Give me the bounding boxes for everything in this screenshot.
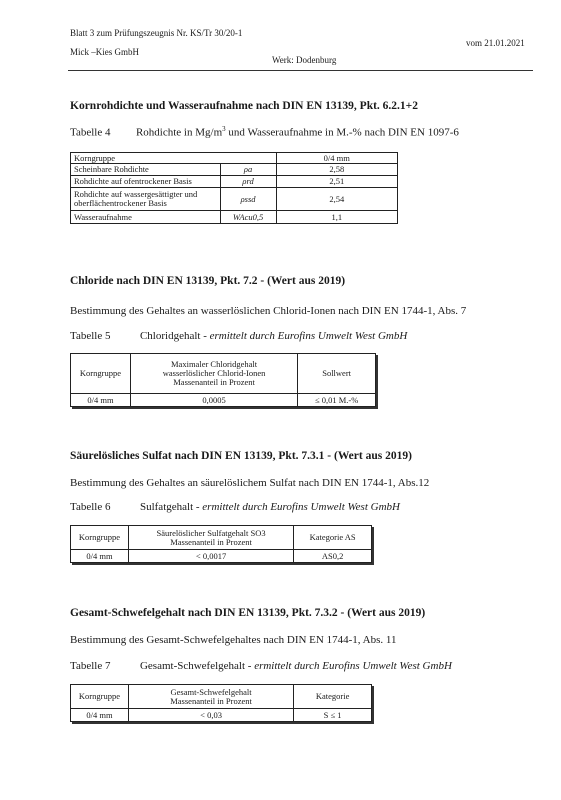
table7-cell-value: < 0,03 bbox=[128, 709, 293, 722]
table4-caption-a: Rohdichte in Mg/m bbox=[135, 126, 223, 139]
table7-label: Tabelle 7 bbox=[70, 660, 111, 672]
table4-row-label: Scheinbare Rohdichte bbox=[71, 164, 221, 176]
table4-row-value: 1,1 bbox=[276, 211, 397, 224]
header-company: Mick –Kies GmbH bbox=[70, 47, 139, 57]
table5-cell-value: 0,0005 bbox=[130, 394, 297, 407]
section-text-schwefel: Bestimmung des Gesamt-Schwefelgehaltes nach DIN EN 1744-1, Abs. 11 bbox=[70, 634, 397, 646]
header-title: Blatt 3 zum Prüfungszeugnis Nr. KS/Tr 30/20-1 bbox=[70, 28, 243, 38]
section-text-chloride: Bestimmung des Gehaltes an wasserlöslichen Chlorid-Ionen nach DIN EN 1744-1, Abs. 7 bbox=[70, 305, 467, 317]
table4-row-label: Rohdichte auf ofentrockener Basis bbox=[71, 176, 221, 188]
section-heading-chloride: Chloride nach DIN EN 13139, Pkt. 7.2 - (Wert aus 2019) bbox=[70, 275, 346, 287]
section-text-sulfat: Bestimmung des Gehaltes an säurelöslichem Sulfat nach DIN EN 1744-1, Abs.12 bbox=[70, 477, 430, 489]
table-row bbox=[71, 164, 398, 176]
table-row bbox=[71, 394, 376, 407]
table6-col-korngruppe: Korngruppe bbox=[71, 526, 129, 550]
table7-cell-kategorie: S ≤ 1 bbox=[294, 709, 372, 722]
table5-col-chloridgehalt bbox=[130, 354, 297, 394]
table4-head-value: 0/4 mm bbox=[276, 153, 397, 164]
table6-col2-line2: Massenanteil in Prozent bbox=[170, 536, 252, 547]
table7-caption bbox=[70, 660, 452, 672]
table4-caption-sup: 3 bbox=[222, 125, 226, 133]
table6-col-kategorie: Kategorie AS bbox=[294, 526, 372, 550]
table4-row-symbol: WAcu0,5 bbox=[220, 211, 276, 224]
table4-row-value: 2,54 bbox=[276, 188, 397, 211]
table7-caption-text: Gesamt-Schwefelgehalt - bbox=[139, 660, 255, 672]
table-row bbox=[71, 153, 398, 164]
table6-cell-value: < 0,0017 bbox=[128, 550, 293, 563]
table-row bbox=[71, 550, 372, 563]
table6-cell-korngruppe: 0/4 mm bbox=[71, 550, 129, 563]
table4-row-symbol: ρa bbox=[220, 164, 276, 176]
table-6 bbox=[70, 525, 372, 563]
table4-caption bbox=[70, 125, 459, 139]
table-row bbox=[71, 188, 398, 211]
table-row bbox=[71, 709, 372, 722]
header-rule bbox=[68, 70, 533, 71]
table-row bbox=[71, 176, 398, 188]
header-date: vom 21.01.2021 bbox=[466, 38, 525, 48]
table6-col-sulfatgehalt bbox=[128, 526, 293, 550]
table4-head-label: Korngruppe bbox=[71, 153, 277, 164]
table4-row-value: 2,58 bbox=[276, 164, 397, 176]
table6-caption-text: Sulfatgehalt - bbox=[139, 501, 203, 513]
table7-col-korngruppe: Korngruppe bbox=[71, 685, 129, 709]
table-row bbox=[71, 211, 398, 224]
table7-col-schwefelgehalt bbox=[128, 685, 293, 709]
table7-cell-korngruppe: 0/4 mm bbox=[71, 709, 129, 722]
table5-col-sollwert: Sollwert bbox=[298, 354, 376, 394]
table6-caption bbox=[70, 501, 400, 513]
table5-col2-line2: wasserlöslicher Chlorid-Ionen bbox=[162, 368, 266, 378]
table7-col2-line1: Gesamt-Schwefelgehalt bbox=[170, 686, 252, 697]
table4-row-label: Rohdichte auf wassergesättigter und oberflächentrockener Basis bbox=[71, 188, 221, 211]
table5-caption bbox=[70, 330, 407, 342]
table5-cell-sollwert: ≤ 0,01 M.-% bbox=[298, 394, 376, 407]
section-heading-sulfat: Säurelösliches Sulfat nach DIN EN 13139, Pkt. 7.3.1 - (Wert aus 2019) bbox=[70, 450, 412, 462]
table6-caption-italic: ermittelt durch Eurofins Umwelt West GmbH bbox=[202, 501, 400, 513]
table5-col2-line3: Massenanteil in Prozent bbox=[173, 377, 255, 387]
table5-col-korngruppe: Korngruppe bbox=[71, 354, 131, 394]
table-row bbox=[71, 685, 372, 709]
table4-caption-b: und Wasseraufnahme in M.-% nach DIN EN 1097-6 bbox=[225, 126, 459, 139]
table5-caption-text: Chloridgehalt - bbox=[139, 330, 210, 342]
table7-col-kategorie: Kategorie bbox=[294, 685, 372, 709]
table-7 bbox=[70, 684, 372, 722]
section-heading-schwefel: Gesamt-Schwefelgehalt nach DIN EN 13139, Pkt. 7.3.2 - (Wert aus 2019) bbox=[70, 607, 426, 619]
table-row bbox=[71, 526, 372, 550]
table4-row-symbol: ρrd bbox=[220, 176, 276, 188]
table5-caption-italic: ermittelt durch Eurofins Umwelt West GmbH bbox=[209, 330, 408, 342]
table4-row-value: 2,51 bbox=[276, 176, 397, 188]
table4-row-symbol: ρssd bbox=[220, 188, 276, 211]
table7-col2-line2: Massenanteil in Prozent bbox=[170, 695, 252, 706]
section-heading-rohdichte: Kornrohdichte und Wasseraufnahme nach DIN EN 13139, Pkt. 6.2.1+2 bbox=[70, 100, 418, 112]
table5-cell-korngruppe: 0/4 mm bbox=[71, 394, 131, 407]
table5-label: Tabelle 5 bbox=[70, 330, 111, 342]
table4-row-label: Wasseraufnahme bbox=[71, 211, 221, 224]
table-4 bbox=[70, 152, 398, 224]
table6-label: Tabelle 6 bbox=[70, 501, 111, 513]
table-5 bbox=[70, 353, 376, 407]
table7-caption-italic: ermittelt durch Eurofins Umwelt West GmbH bbox=[254, 660, 452, 672]
table-row bbox=[71, 354, 376, 394]
table6-cell-kategorie: AS0,2 bbox=[294, 550, 372, 563]
table4-label: Tabelle 4 bbox=[70, 126, 111, 139]
table6-col2-line1: Säurelöslicher Sulfatgehalt SO3 bbox=[156, 527, 266, 538]
table5-col2-line1: Maximaler Chloridgehalt bbox=[171, 359, 258, 369]
header-werk: Werk: Dodenburg bbox=[272, 55, 337, 65]
